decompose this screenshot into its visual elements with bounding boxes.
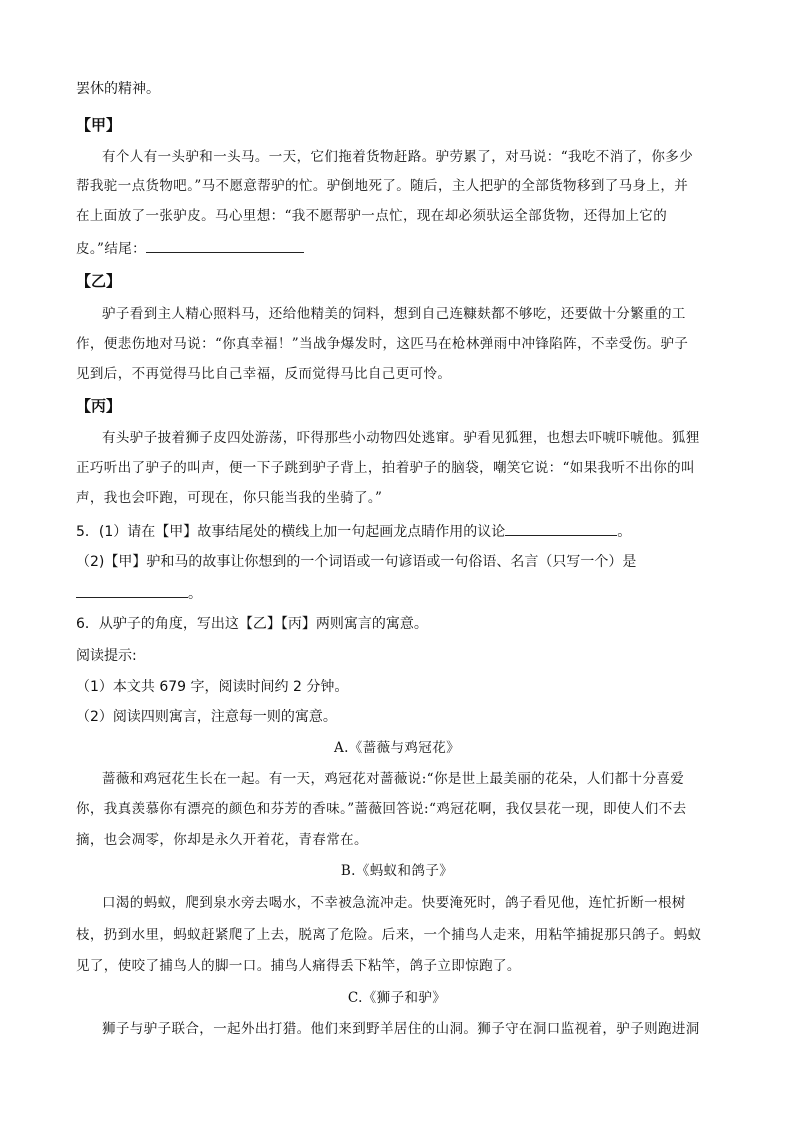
question-5-2-end: 。 xyxy=(188,586,202,602)
question-5-1-end: 。 xyxy=(617,524,632,540)
bing-line-2: 正巧听出了驴子的叫声，便一下子跳到驴子背上，拍着驴子的脑袋，嘲笑它说：“如果我听不出你的叫 xyxy=(76,460,695,476)
reading-tip-2: （2）阅读四则寓言，注意每一则的寓意。 xyxy=(76,709,337,725)
question-5-1-text: 5．(1）请在【甲】故事结尾处的横线上加一句起画龙点睛作用的议论 xyxy=(76,524,506,540)
question-5-1 xyxy=(76,521,631,542)
fable-b-line-1: 口渴的蚂蚁，爬到泉水旁去喝水，不幸被急流冲走。快要淹死时，鸽子看见他，连忙折断一根树 xyxy=(102,895,686,911)
jia-line-1: 有个人有一头驴和一头马。一天，它们拖着货物赶路。驴劳累了，对马说：“我吃不消了，你多少 xyxy=(102,149,694,165)
fable-b-line-2: 枝，扔到水里，蚂蚁赶紧爬了上去，脱离了危险。后来，一个捕鸟人走来，用粘竿捕捉那只鸽子。蚂蚁 xyxy=(76,927,702,943)
question-5-2: （2)【甲】驴和马的故事让你想到的一个词语或一句谚语或一句俗语、名言（只写一个）是 xyxy=(76,554,637,570)
section-label-yi: 【乙】 xyxy=(76,272,122,290)
fable-a-line-1: 蔷薇和鸡冠花生长在一起。有一天，鸡冠花对蔷薇说:“你是世上最美丽的花朵，人们都十分喜爱 xyxy=(102,771,685,787)
jia-line-4 xyxy=(76,238,304,259)
question-5-2-blank[interactable] xyxy=(76,583,188,598)
fable-a-line-3: 摘，也会凋零，你却是永久开着花，青春常在。 xyxy=(76,832,368,848)
bing-line-1: 有头驴子披着狮子皮四处游荡，吓得那些小动物四处逃窜。驴看见狐狸，也想去吓唬吓唬他。狐狸 xyxy=(102,430,700,446)
reading-tip-1: （1）本文共 679 字，阅读时间约 2 分钟。 xyxy=(76,679,349,695)
fable-c-title: C.《狮子和驴》 xyxy=(347,990,447,1006)
fable-b-line-3: 见了，使咬了捕鸟人的脚一口。捕鸟人痛得丢下粘竿，鸽子立即惊跑了。 xyxy=(76,958,521,974)
yi-line-2: 作，便悲伤地对马说：“你真幸福！”当战争爆发时，这匹马在枪林弹雨中冲锋陷阵，不幸受伤。驴子 xyxy=(76,336,689,352)
yi-line-3: 见到后，不再觉得马比自己幸福，反而觉得马比自己更可怜。 xyxy=(76,366,452,382)
question-5-2-answer-line xyxy=(76,583,202,604)
fable-a-line-2: 你，我真羡慕你有漂亮的颜色和芬芳的香味。”蔷薇回答说:“鸡冠花啊，我仅昙花一现，即使人们不去 xyxy=(76,801,687,817)
bing-line-3: 声，我也会吓跑，可现在，你只能当我的坐骑了。” xyxy=(76,490,383,506)
section-label-bing: 【丙】 xyxy=(76,397,122,415)
jia-ending-blank[interactable] xyxy=(146,238,304,253)
fable-c-line-1: 狮子与驴子联合，一起外出打猎。他们来到野羊居住的山洞。狮子守在洞口监视着，驴子则跑进洞 xyxy=(102,1021,700,1037)
question-6: 6．从驴子的角度，写出这【乙】【丙】两则寓言的寓意。 xyxy=(76,616,428,632)
fable-a-title: A.《蔷薇与鸡冠花》 xyxy=(333,740,461,756)
intro-tail: 罢休的精神。 xyxy=(76,81,160,97)
reading-tips-title: 阅读提示: xyxy=(76,648,137,664)
jia-line-3: 在上面放了一张驴皮。马心里想：“我不愿帮驴一点忙，现在却必须驮运全部货物，还得加上它的 xyxy=(76,208,668,224)
section-label-jia: 【甲】 xyxy=(76,116,122,134)
jia-line-4-text: 皮。”结尾： xyxy=(76,241,147,257)
fable-b-title: B.《蚂蚁和鸽子》 xyxy=(340,863,454,879)
question-5-1-blank[interactable] xyxy=(505,521,617,536)
yi-line-1: 驴子看到主人精心照料马，还给他精美的饲料，想到自己连糠麸都不够吃，还要做十分繁重的工 xyxy=(102,306,686,322)
jia-line-2: 帮我驼一点货物吧。”马不愿意帮驴的忙。驴倒地死了。随后，主人把驴的全部货物移到了马身上，并 xyxy=(76,178,689,194)
